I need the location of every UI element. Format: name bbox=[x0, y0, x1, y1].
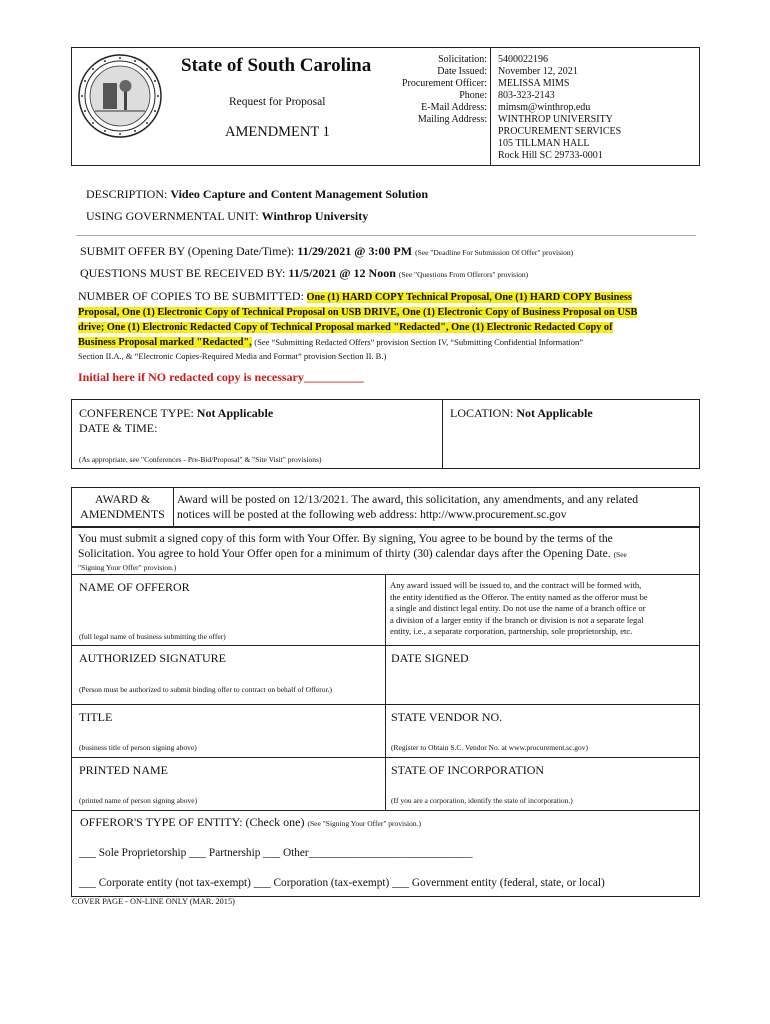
location-row bbox=[450, 406, 593, 421]
printed-name-field[interactable] bbox=[76, 777, 380, 793]
submit-offer-value: 11/29/2021 @ 3:00 PM bbox=[297, 244, 413, 258]
award-text-line-2[interactable]: notices will be posted at the following web address: http://www.procurement.sc.gov bbox=[177, 508, 567, 521]
authorized-signature-label: AUTHORIZED SIGNATURE bbox=[79, 651, 226, 665]
award-text bbox=[177, 492, 638, 522]
location-label: LOCATION: bbox=[450, 406, 514, 420]
header-field-values bbox=[498, 54, 621, 162]
entity-type-options-2[interactable]: ___ Corporate entity (not tax-exempt) ___ Corporation (tax-exempt) ___ Government entity (federal, state, or local) bbox=[79, 877, 605, 889]
address-line: Rock Hill SC 29733-0001 bbox=[498, 150, 603, 161]
offeror-name-note: (full legal name of business submitting the offer) bbox=[79, 632, 226, 641]
copies-line-5: Section II.A., & “Electronic Copies-Required Media and Format” provision Section II. B.) bbox=[78, 351, 387, 361]
separator-line bbox=[76, 235, 696, 236]
procurement-officer-value: MELISSA MIMS bbox=[498, 78, 570, 89]
page-title: State of South Carolina bbox=[181, 55, 372, 76]
copies-line-4: Business Proposal marked "Redacted", bbox=[78, 337, 252, 348]
submit-offer-note: (See "Deadline For Submission Of Offer" provision) bbox=[415, 248, 574, 257]
governmental-unit-value: Winthrop University bbox=[261, 209, 369, 223]
copies-line-2: Proposal, One (1) Electronic Copy of Technical Proposal on USB DRIVE, One (1) Electronic Copy of Business Proposal on USB bbox=[78, 307, 638, 318]
state-seal-image bbox=[77, 53, 163, 139]
date-issued-value: November 12, 2021 bbox=[498, 66, 578, 77]
governmental-unit-label: USING GOVERNMENTAL UNIT: bbox=[86, 209, 259, 223]
amendment-label: AMENDMENT 1 bbox=[225, 124, 330, 140]
copies-line-4-note: (See “Submitting Redacted Offers” provision Section IV, “Submitting Confidential Information” bbox=[254, 337, 584, 347]
solicitation-value: 5400022196 bbox=[498, 54, 548, 65]
copies-block bbox=[78, 289, 698, 362]
entity-disclaimer-line: the entity identified as the Offeror. The entity named as the offeror must be bbox=[390, 591, 648, 602]
entity-disclaimer-line: a division of a larger entity if the branch or division is not a separate legal bbox=[390, 614, 644, 625]
conference-type-label: CONFERENCE TYPE: bbox=[79, 406, 194, 420]
state-vendor-note: (Register to Obtain S.C. Vendor No. at www.procurement.sc.gov) bbox=[391, 743, 589, 752]
header-field-labels bbox=[380, 54, 487, 126]
authorized-signature-field[interactable] bbox=[76, 665, 380, 683]
sign-notice-line-2: Solicitation. You agree to hold Your Offer open for a minimum of thirty (30) calendar days after the Opening Date. bbox=[78, 547, 611, 560]
state-incorporation-label: STATE OF INCORPORATION bbox=[391, 763, 545, 777]
mailing-address-value: WINTHROP UNIVERSITY bbox=[498, 114, 613, 125]
address-line: PROCUREMENT SERVICES bbox=[498, 126, 622, 137]
governmental-unit-row bbox=[86, 209, 368, 224]
authorized-signature-note: (Person must be authorized to submit binding offer to contract on behalf of Offeror.) bbox=[79, 685, 332, 694]
initial-here-line[interactable]: Initial here if NO redacted copy is necessary__________ bbox=[78, 370, 364, 384]
date-signed-field[interactable] bbox=[390, 666, 695, 700]
entity-disclaimer-line: entity, i.e., a separate corporation, partnership, sole proprietorship, etc. bbox=[390, 626, 633, 637]
entity-type-row bbox=[80, 815, 421, 830]
conference-note: (As appropriate, see "Conferences - Pre-Bid/Proposal" & "Site Visit" provisions) bbox=[79, 455, 322, 464]
copies-label: NUMBER OF COPIES TO BE SUBMITTED: bbox=[78, 289, 304, 303]
grid-line bbox=[71, 810, 700, 811]
conference-divider bbox=[442, 399, 443, 469]
questions-row bbox=[80, 266, 528, 281]
entity-type-label: OFFEROR'S TYPE OF ENTITY: (Check one) bbox=[80, 815, 305, 829]
page-subtitle: Request for Proposal bbox=[229, 96, 326, 108]
award-label bbox=[72, 492, 173, 522]
email-value[interactable]: mimsm@winthrop.edu bbox=[498, 102, 591, 113]
header-divider bbox=[490, 47, 491, 166]
sign-notice-line-3: "Signing Your Offer" provision.) bbox=[78, 563, 177, 572]
offeror-name-label: NAME OF OFFEROR bbox=[79, 580, 190, 594]
entity-disclaimer bbox=[390, 580, 648, 638]
submit-offer-row bbox=[80, 244, 573, 259]
sign-notice-line-1: You must submit a signed copy of this form with Your Offer. By signing, You agree to be bound by the terms of the bbox=[78, 532, 613, 545]
award-label-line-1: AWARD & bbox=[94, 492, 151, 506]
location-value: Not Applicable bbox=[516, 406, 593, 420]
conference-date-label: DATE & TIME: bbox=[79, 421, 158, 435]
questions-note: (See "Questions From Offerors" provision) bbox=[398, 270, 529, 279]
entity-type-options-1[interactable]: ___ Sole Proprietorship ___ Partnership ___ Other_____________________________ bbox=[79, 847, 473, 859]
title-field[interactable] bbox=[76, 724, 380, 740]
copies-line-3: drive; One (1) Electronic Redacted Copy of Technical Proposal marked "Redacted", One (1) Electronic Redacted Copy of bbox=[78, 322, 613, 333]
address-line: 105 TILLMAN HALL bbox=[498, 138, 590, 149]
entity-disclaimer-line: Any award issued will be issued to, and the contract will be formed with, bbox=[390, 580, 642, 590]
state-incorporation-field[interactable] bbox=[390, 777, 695, 793]
questions-label: QUESTIONS MUST BE RECEIVED BY: bbox=[80, 266, 286, 280]
mailing-address-label: Mailing Address: bbox=[417, 114, 487, 125]
phone-value: 803-323-2143 bbox=[498, 90, 555, 101]
offeror-name-field[interactable] bbox=[76, 596, 380, 626]
copies-line-1: One (1) HARD COPY Technical Proposal, One (1) HARD COPY Business bbox=[306, 292, 632, 303]
description-value: Video Capture and Content Management Solution bbox=[170, 187, 429, 201]
description-label: DESCRIPTION: bbox=[86, 187, 168, 201]
conference-type-value: Not Applicable bbox=[196, 406, 274, 420]
conference-type-row bbox=[79, 406, 273, 421]
entity-disclaimer-line: a single and distinct legal entity. Do not use the name of a branch office or bbox=[390, 603, 646, 614]
description-row bbox=[86, 187, 428, 202]
grid-divider bbox=[385, 574, 386, 810]
entity-type-note: (See "Signing Your Offer" provision.) bbox=[307, 819, 421, 828]
page-footer: COVER PAGE - ON-LINE ONLY (MAR. 2015) bbox=[72, 897, 235, 906]
printed-name-label: PRINTED NAME bbox=[79, 763, 168, 777]
solicitation-label: Solicitation: bbox=[438, 54, 487, 65]
email-label: E-Mail Address: bbox=[421, 102, 487, 113]
procurement-officer-label: Procurement Officer: bbox=[401, 78, 487, 89]
state-incorporation-note: (If you are a corporation, identify the state of incorporation.) bbox=[391, 796, 573, 805]
award-label-line-2: AMENDMENTS bbox=[80, 507, 165, 521]
sign-notice bbox=[78, 531, 627, 573]
sign-notice-see: (See bbox=[613, 550, 627, 559]
submit-offer-label: SUBMIT OFFER BY (Opening Date/Time): bbox=[80, 244, 295, 258]
date-issued-label: Date Issued: bbox=[437, 66, 487, 77]
date-signed-label: DATE SIGNED bbox=[391, 651, 469, 665]
state-vendor-field[interactable] bbox=[390, 724, 695, 740]
award-divider bbox=[173, 487, 174, 527]
questions-value: 11/5/2021 @ 12 Noon bbox=[288, 266, 396, 280]
state-vendor-label: STATE VENDOR NO. bbox=[391, 710, 503, 724]
title-label: TITLE bbox=[79, 710, 113, 724]
title-note: (business title of person signing above) bbox=[79, 743, 197, 752]
phone-label: Phone: bbox=[459, 90, 487, 101]
printed-name-note: (printed name of person signing above) bbox=[79, 796, 198, 805]
award-text-line-1: Award will be posted on 12/13/2021. The award, this solicitation, any amendments, and any related bbox=[177, 493, 639, 506]
